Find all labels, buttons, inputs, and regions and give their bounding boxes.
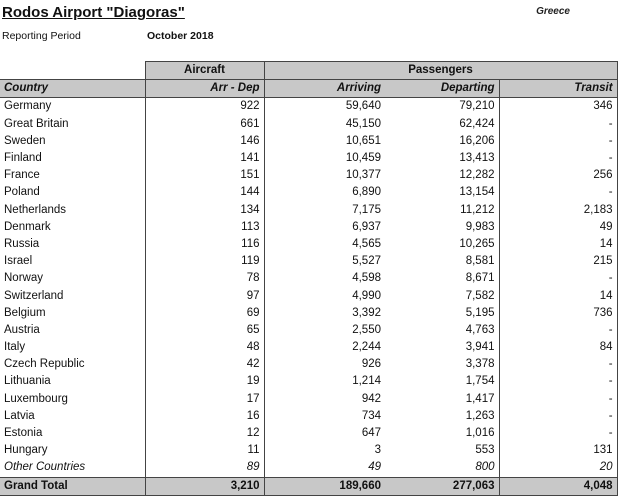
departing-cell: 8,581 bbox=[465, 255, 495, 268]
table-row bbox=[0, 184, 617, 201]
arr-dep-cell: 146 bbox=[145, 133, 264, 150]
grand-total-row bbox=[0, 477, 617, 495]
total-country-cell: Grand Total bbox=[0, 477, 145, 495]
column-header-transit: Transit bbox=[499, 80, 617, 98]
departing-cell: 11,212 bbox=[460, 203, 495, 216]
total-transit-cell: 4,048 bbox=[499, 477, 617, 495]
arr-dep-cell: 134 bbox=[145, 202, 264, 219]
arr-dep-cell: 11 bbox=[145, 442, 264, 459]
transit-cell: - bbox=[499, 270, 617, 287]
table-row bbox=[0, 425, 617, 442]
arriving-cell: 10,459 bbox=[345, 152, 381, 165]
table-row bbox=[0, 356, 617, 373]
departing-cell: 9,983 bbox=[465, 220, 495, 233]
group-header-aircraft: Aircraft bbox=[145, 62, 264, 80]
arr-dep-cell: 141 bbox=[145, 150, 264, 167]
arriving-cell: 942 bbox=[361, 392, 381, 405]
arr-dep-cell: 661 bbox=[145, 116, 264, 133]
country-cell: Belgium bbox=[4, 306, 46, 319]
table-row bbox=[0, 270, 617, 287]
country-cell: Poland bbox=[4, 186, 40, 199]
column-header-row bbox=[0, 80, 617, 98]
departing-cell: 1,754 bbox=[465, 375, 495, 388]
total-arr-dep-cell: 3,210 bbox=[145, 477, 264, 495]
country-cell: Netherlands bbox=[4, 203, 67, 216]
arriving-cell: 3 bbox=[374, 444, 381, 457]
country-cell: Norway bbox=[4, 272, 43, 285]
arr-dep-cell: 17 bbox=[145, 391, 264, 408]
arriving-cell: 49 bbox=[368, 461, 381, 474]
arriving-cell: 4,990 bbox=[352, 289, 381, 302]
departing-cell: 1,417 bbox=[465, 392, 495, 405]
departing-cell: 10,265 bbox=[459, 237, 495, 250]
column-header-arriving: Arriving bbox=[264, 80, 385, 98]
country-cell: Hungary bbox=[4, 444, 48, 457]
arriving-cell: 2,244 bbox=[352, 341, 381, 354]
country-cell: Italy bbox=[4, 341, 26, 354]
arr-dep-cell: 69 bbox=[145, 305, 264, 322]
country-cell: Luxembourg bbox=[4, 392, 68, 405]
country-cell: Russia bbox=[4, 237, 40, 250]
reporting-period-value: October 2018 bbox=[147, 30, 214, 42]
table-row bbox=[0, 408, 617, 425]
departing-cell: 4,763 bbox=[465, 323, 495, 336]
arriving-cell: 3,392 bbox=[352, 306, 381, 319]
transit-cell: 20 bbox=[499, 459, 617, 477]
traffic-table bbox=[0, 61, 618, 496]
departing-cell: 800 bbox=[475, 461, 495, 474]
column-header-arr-dep: Arr - Dep bbox=[145, 80, 264, 98]
arriving-cell: 926 bbox=[361, 358, 381, 371]
group-header-row bbox=[0, 62, 617, 80]
transit-cell: 2,183 bbox=[499, 202, 617, 219]
transit-cell: 49 bbox=[499, 219, 617, 236]
transit-cell: - bbox=[499, 356, 617, 373]
brand-label: Greece bbox=[536, 6, 570, 17]
transit-cell: 256 bbox=[499, 167, 617, 184]
column-header-country: Country bbox=[0, 80, 145, 98]
departing-cell: 5,195 bbox=[465, 306, 495, 319]
table-row bbox=[0, 287, 617, 304]
arr-dep-cell: 19 bbox=[145, 373, 264, 390]
transit-cell: - bbox=[499, 425, 617, 442]
country-cell: Other Countries bbox=[4, 461, 86, 474]
transit-cell: - bbox=[499, 391, 617, 408]
table-row bbox=[0, 322, 617, 339]
arriving-cell: 4,598 bbox=[352, 272, 381, 285]
arr-dep-cell: 42 bbox=[145, 356, 264, 373]
departing-cell: 13,154 bbox=[459, 186, 495, 199]
arr-dep-cell: 119 bbox=[145, 253, 264, 270]
table-row bbox=[0, 373, 617, 390]
transit-cell: - bbox=[499, 133, 617, 150]
arr-dep-cell: 65 bbox=[145, 322, 264, 339]
arriving-cell: 10,651 bbox=[345, 134, 381, 147]
departing-cell: 3,941 bbox=[465, 341, 495, 354]
country-cell: Lithuania bbox=[4, 375, 51, 388]
arriving-cell: 6,937 bbox=[352, 220, 381, 233]
table-row bbox=[0, 116, 617, 133]
transit-cell: 346 bbox=[499, 98, 617, 116]
table-row bbox=[0, 202, 617, 219]
arr-dep-cell: 113 bbox=[145, 219, 264, 236]
table-row bbox=[0, 98, 617, 116]
country-cell: Finland bbox=[4, 152, 42, 165]
arriving-cell: 7,175 bbox=[352, 203, 381, 216]
country-cell: Switzerland bbox=[4, 289, 64, 302]
arr-dep-cell: 144 bbox=[145, 184, 264, 201]
departing-cell: 553 bbox=[475, 444, 495, 457]
table-row bbox=[0, 236, 617, 253]
arriving-cell: 647 bbox=[361, 427, 381, 440]
country-cell: Great Britain bbox=[4, 117, 69, 130]
transit-cell: - bbox=[499, 150, 617, 167]
arr-dep-cell: 16 bbox=[145, 408, 264, 425]
transit-cell: 84 bbox=[499, 339, 617, 356]
departing-cell: 79,210 bbox=[459, 100, 495, 113]
departing-cell: 3,378 bbox=[465, 358, 495, 371]
departing-cell: 7,582 bbox=[465, 289, 495, 302]
table-row bbox=[0, 305, 617, 322]
table-row bbox=[0, 391, 617, 408]
arr-dep-cell: 97 bbox=[145, 287, 264, 304]
group-header-passengers: Passengers bbox=[264, 62, 617, 80]
table-row bbox=[0, 442, 617, 459]
country-cell: Germany bbox=[4, 100, 52, 113]
table-row bbox=[0, 459, 617, 477]
transit-cell: - bbox=[499, 373, 617, 390]
country-cell: Denmark bbox=[4, 220, 51, 233]
country-cell: Estonia bbox=[4, 427, 43, 440]
country-cell: Sweden bbox=[4, 134, 46, 147]
arriving-cell: 5,527 bbox=[352, 255, 381, 268]
arriving-cell: 4,565 bbox=[352, 237, 381, 250]
column-header-departing: Departing bbox=[385, 80, 499, 98]
transit-cell: 14 bbox=[499, 287, 617, 304]
departing-cell: 1,016 bbox=[465, 427, 495, 440]
arr-dep-cell: 48 bbox=[145, 339, 264, 356]
departing-cell: 16,206 bbox=[459, 134, 495, 147]
arriving-cell: 734 bbox=[361, 409, 381, 422]
arriving-cell: 59,640 bbox=[345, 100, 381, 113]
total-departing-cell: 277,063 bbox=[385, 477, 499, 495]
table-row bbox=[0, 167, 617, 184]
departing-cell: 1,263 bbox=[465, 409, 495, 422]
country-cell: Latvia bbox=[4, 409, 35, 422]
group-header-empty bbox=[0, 62, 145, 80]
transit-cell: 736 bbox=[499, 305, 617, 322]
arr-dep-cell: 151 bbox=[145, 167, 264, 184]
departing-cell: 62,424 bbox=[459, 117, 495, 130]
transit-cell: - bbox=[499, 322, 617, 339]
transit-cell: - bbox=[499, 408, 617, 425]
country-cell: France bbox=[4, 169, 40, 182]
transit-cell: 215 bbox=[499, 253, 617, 270]
arr-dep-cell: 12 bbox=[145, 425, 264, 442]
country-cell: Czech Republic bbox=[4, 358, 85, 371]
arr-dep-cell: 922 bbox=[145, 98, 264, 116]
transit-cell: - bbox=[499, 116, 617, 133]
table-body bbox=[0, 98, 617, 477]
departing-cell: 8,671 bbox=[465, 272, 495, 285]
transit-cell: - bbox=[499, 184, 617, 201]
departing-cell: 12,282 bbox=[459, 169, 495, 182]
departing-cell: 13,413 bbox=[459, 152, 495, 165]
arriving-cell: 1,214 bbox=[352, 375, 381, 388]
table-row bbox=[0, 133, 617, 150]
arriving-cell: 6,890 bbox=[352, 186, 381, 199]
total-arriving-cell: 189,660 bbox=[264, 477, 385, 495]
arriving-cell: 45,150 bbox=[345, 117, 381, 130]
country-cell: Israel bbox=[4, 255, 33, 268]
transit-cell: 131 bbox=[499, 442, 617, 459]
arriving-cell: 10,377 bbox=[345, 169, 381, 182]
arriving-cell: 2,550 bbox=[352, 323, 381, 336]
arr-dep-cell: 89 bbox=[145, 459, 264, 477]
table-row bbox=[0, 150, 617, 167]
country-cell: Austria bbox=[4, 323, 40, 336]
arr-dep-cell: 78 bbox=[145, 270, 264, 287]
table-row bbox=[0, 339, 617, 356]
transit-cell: 14 bbox=[499, 236, 617, 253]
reporting-period-label: Reporting Period bbox=[2, 30, 81, 42]
report-title: Rodos Airport "Diagoras" bbox=[2, 4, 185, 21]
arr-dep-cell: 116 bbox=[145, 236, 264, 253]
table-row bbox=[0, 253, 617, 270]
table-row bbox=[0, 219, 617, 236]
